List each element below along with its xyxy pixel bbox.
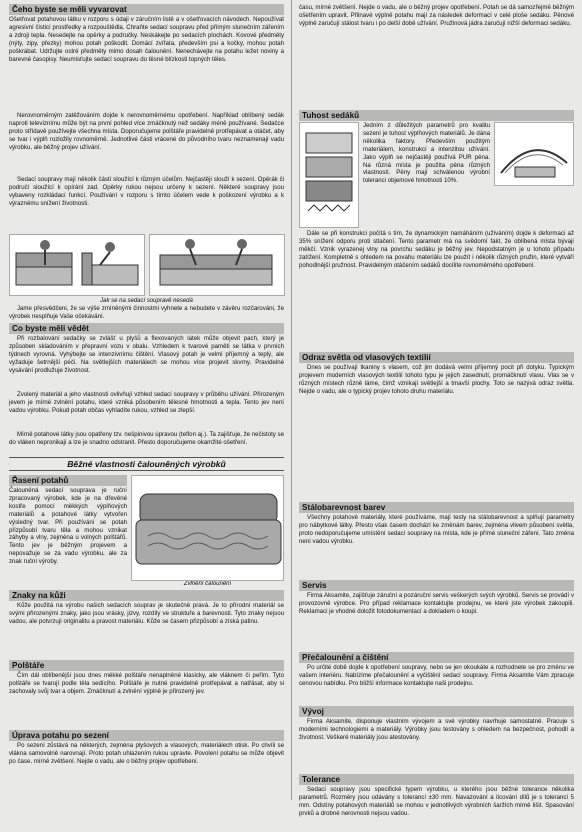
light-title: Odraz světla od vlasových textilií [299, 352, 574, 363]
after-illustration-text: Jame přesvědčeni, že se výše zmíněnými činnostmi vyhnete a nebudete v závěru rozčarováni, že výrobek nesplňuje Vaše očekávání. [9, 305, 284, 320]
foam-title: Tuhost sedáků [299, 110, 574, 121]
foam-diagram [299, 122, 359, 228]
cleaning-text: Po určité době dojde k opotřebení soupravy, nebo se jen okoukáte a rozhodnete se pro změnu ve vašem interiéru. Nabízíme přečalounění a vyčištění sedací soupravy. Firma Aksamite Vám zpracuje cenovou nabídku. Pro bližší informace kontaktujte naši prodejnu. [299, 664, 574, 687]
leather-title: Znaky na kůži [9, 590, 284, 601]
cushioning-text: Čím dál oblíbenější jsou dnes měkké polštáře nenaplněné klasicky, ale vláknem či peřím. Tyto polštáře se tvarují podle těla sedícího. Polštáře je nutné pravidelně protřepávat a natřásat, aby si zachovaly svůj tvar a objem. Zmáčknutí a zvlnění výplně je přirozený jev. [9, 672, 284, 695]
right-column [299, 2, 574, 832]
color-text: Všechny potahové materiály, které používáme, mají testy na stálobarevnost a splňují parametry pro nábytkové látky. Přesto však časem dochází ke změnám barev, zejména vlivem působení světla, proto nedoporučujeme umístění sedací soupravy na místa, kde je přímé sluneční záření. Tato změna není vadou výrobku. [299, 514, 574, 545]
color-title: Stálobarevnost barev [299, 502, 574, 513]
foam-text-2: Dále se při konstrukci počítá s tím, že dynamickým namáháním (užíváním) dojde k deformaci až 35% snížení odporu proti stlačení. Tento parametr má na svědomí fakt, že oblíbená místa bývají měkčí. Vznik vyrazenej vlny na povrchu sedáku je běžný jev. Nepodstatným je u tohoto případu zatížení. Kompletně s ohledem na povahu materiálu lze použít i několik různých pružin, které vytváří pohodlnější pružnost. Pravidelným otáčením sedáků docílíte rovnoměrného opotřebení. [299, 230, 574, 269]
right-top-text: času, mírné zvětšení. Nejde o vadu, ale o běžný projev opotřebení. Potah se dá samozřejmě běžným ošetřením upravit. Přilnavé výplně potahu mají za následek deformací v celé ploše sedáku. Pěnové výplně zaručují stálost tvaru i po delší době užívání. Pružinová jádra zaručují nižší deformaci sedáku. [299, 4, 574, 27]
seat-text: Po sezení zůstává na některých, zejména plyšových a vlasových, materiálech otisk. Po chvíli se vlákna samovolně narovnají. Proto potah uhlazením rukou upravte. Povolení potahu se může objevit po čase, mírné zvětšení. Nejde o vadu, ale o běžný projev opotřebení. [9, 742, 284, 765]
seat-title: Úprava potahu po sezení [9, 730, 284, 741]
column-divider [291, 0, 292, 800]
origin-text: Firma Aksamite, disponuje vlastním vývojem a své výrobky navrhuje samostatně. Pracuje s moderními technologiemi a materiály. Výrobky jsou testovány s ohledem na bezpečnost, pohodlí a životnost. Veškeré materiály jsou atestovány. [299, 718, 574, 741]
service-title: Servis [299, 580, 574, 591]
rippling-caption: Zvlnění čalounění [183, 581, 232, 587]
smell-text-2: Zvolený materiál a jeho vlastnosti ovlivňují vzhled sedací soupravy v průběhu užívání. Přirozeným jevem je mírné zvlnění potahu, které vzniká působením tělesné hmotnosti a tepla. Tento jev není vadou výrobku. Pokud potah občas vyhladíte rukou, vzhled se zlepší. [9, 391, 284, 414]
upholstery-block [9, 473, 284, 588]
misuse-caption: Jak se na sedací soupravě nesedá [100, 298, 193, 304]
origin-title: Vývoj [299, 706, 574, 717]
foam-block [299, 122, 574, 228]
cleaning-title: Přečalounění a čištění [299, 652, 574, 663]
upholstery-title: Řasení potahů [9, 475, 127, 486]
smell-title: Co byste měli vědět [9, 323, 284, 334]
service-text: Firma Aksamite, zajišťuje záruční a pozáruční servis veškerých svých výrobků. Servis se provádí v provozovně výrobce. Pro případ reklamace kontaktujte prodejnu, ve které jste výrobek zakoupili. Reklamaci je vhodné doložit fotodokumentací a dokladem o koupi. [299, 592, 574, 615]
foam-text: Jedním z důležitých parametrů pro kvalitu sezení je tuhost výplňových materiálů. Je dána několika faktory. Především použitým materiálem, konstrukcí a intenzitou užívání. Jako výplň se nejčastěji používá PUR pěna. Na různá místa je použita pěna různých vlastností. Pěny mají schválenou výrobní toleranci objemové hmotnosti 10%. [363, 122, 490, 185]
care-text: Ošetřovat potahovou látku v rozporu s údaji v záručním listě a v ošetřovacích návodech. Nepoužívat agresivní čisticí prostředky a rozpouštědla. Chraňte sedací soupravu před přímým slunečním zářením a zdroji tepla. Nesedejte na opěrky a područky. Neskákejte po sedacích plochách. Kovové předměty (nýty, zipy, přezky) mohou potah poškodit. Domácí zvířata, především psi a kočky, mohou potah poškrábat. Udržujte ostré předměty mimo dosah čalounění. Nenechávejte na potahu ležet noviny a barevné časopisy. Neumisťujte sedací soupravu do těsné blízkosti topných těles. [9, 16, 284, 63]
tolerance-text: Sedací soupravy jsou specifické typem výrobku, u kterého jsou běžné tolerance několika parametrů. Rozměry jsou udávány s tolerancí ±30 mm. Navazování a lícování dílů je s tolerancí 5 mm. Odstíny potahových materiálů se mohou v jednotlivých výrobních šaržích mírně lišit. Spasování prvků a drobné nerovnosti nejsou vadou. [299, 786, 574, 817]
smell-text-3: Mírně potahové látky jsou opatřeny tzv. nešpinivou úpravou (teflon aj.). Ta zajišťuje, že nečistoty se do vláken nepronikají a lze je snadno odstranit. Přesto doporučujeme okamžité ošetření. [9, 431, 284, 446]
tolerance-title: Tolerance [299, 774, 574, 785]
misuse-illustrations [9, 234, 284, 296]
upholstery-text: Čalouněná sedací souprava je ruční zpracovaný výrobek, kde je na dřevěné kostře pomocí měkkých výplňových materiálů a potahové látky vytvořen výsledný tvar. Při používání se potah přizpůsobí tvaru těla a mohou vznikat záhyby a vlny, zejména u volných polštářů. Tento jev je běžným projevem a nepovažuje se za vadu výrobku, ale za znak ruční výroby. [9, 487, 127, 566]
cushion-text: Sedací soupravy mají několik částí sloužící k různým účelům. Nejčastěji slouží k sezení. Opěrák či područí sloužící k opírání zad. Opěrky rukou nejsou určeny k sezení. Některé soupravy jsou vybaveny rozkládací funkcí. Používání v rozporu s tímto účelem vede k poškození výrobku a k výraznému snížení životnosti. [9, 176, 284, 207]
misuse-illustration-1 [9, 234, 145, 296]
properties-banner: Běžné vlastnosti čalouněných výrobků [9, 457, 284, 471]
rippling-photo [131, 475, 284, 581]
misuse-illustration-2 [149, 234, 285, 296]
leather-text: Kůže použitá na výrobu našich sedacích souprav je skutečně pravá. Je to přírodní materiál se svými přirozenými znaky, jako jsou vrásky, jizvy, rozdíly ve struktuře a barevnosti. Tyto znaky nejsou vadou, ale potvrzují originalitu a pravost materiálu. Kůže se časem přizpůsobí a získá patinu. [9, 602, 284, 625]
sofa-diagram [494, 122, 574, 186]
care-title: Čeho byste se měli vyvarovat [9, 4, 284, 15]
left-column [9, 2, 284, 782]
care-text-2: Nerovnoměrným zatěžováním dojde k nerovnoměrnému opotřebení. Například oblíbený sedák naproti televiznímu může být na první pohled více zmáčknutý než sedáky méně používané. Sedačce proto střídavě používejte všechna místa. Doporučujeme polštáře pravidelně protřepávat a otáčet, aby se tvar i výplň rozložily rovnoměrně. Jednotlivé části vrácené do původního tvaru neznamenají vadu výrobku, ale běžný projev užívání. [9, 112, 284, 151]
smell-text: Při rozbalování sedačky se zvlášť u plyšů a flexovaných látek může objevit pach, který je způsoben skladováním v přepravní vozu v obalu. Vzhledem k tvarové paměti se látka v prvních týdnech vyrovná. Vyhýbejte se intenzivnímu čištění. Vlasový potah je velmi příjemný a teplý, ale vyžaduje šetrnější péči. Na světlejších materiálech se mohou více projevit skvrny. Pravidelné vysávání prodlužuje životnost. [9, 335, 284, 374]
light-text: Dnes se používají tkaniny s vlasem, což jim dodává velmi příjemný pocit při dotyku. Typickým projevem moderních vlasových textilií tohoto typu je jejich zasednutí, promáčknutí vlasu. Vlas se v různých místech různě láme, čímž vznikají světlejší a tmavší plochy. Toto se nazývá odraz světla. Nejde o vadu, ale o typický projev tohoto druhu materiálu. [299, 364, 574, 395]
cushioning-title: Polštáře [9, 660, 284, 671]
